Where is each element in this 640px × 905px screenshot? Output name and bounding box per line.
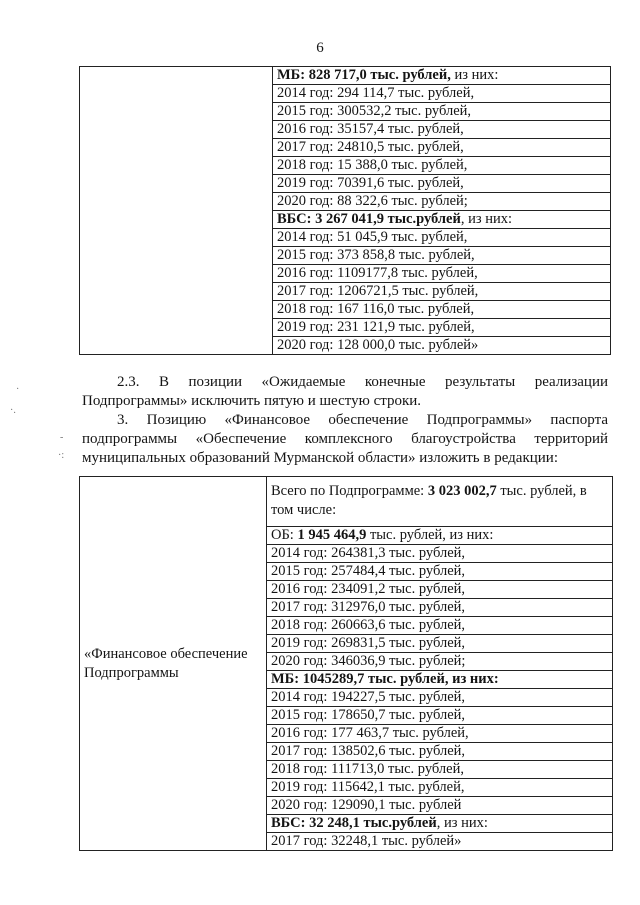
funding-row-cell (267, 815, 613, 833)
paragraph-2-3-line-1: 2.3. В позиции «Ожидаемые конечные результаты реализации (117, 374, 608, 390)
funding-row-cell (273, 175, 611, 193)
row-text: ОБ: (271, 527, 298, 543)
paragraph-2-3-line-2: Подпрограммы» исключить пятую и шестую строки. (82, 393, 422, 409)
funding-row-cell (267, 671, 613, 689)
funding-row-cell (273, 139, 611, 157)
row-text: 2017 год: 32248,1 тыс. рублей» (271, 833, 462, 849)
row-text-suffix: тыс. рублей, из них: (366, 527, 494, 543)
position-label: «Финансовое обеспечение Подпрограммы (84, 645, 248, 681)
row-bold-text: 1 945 464,9 (297, 527, 367, 543)
funding-row-cell (273, 103, 611, 121)
funding-row-cell (267, 761, 613, 779)
funding-row-cell (267, 545, 613, 563)
funding-table-bottom (79, 476, 613, 851)
funding-row-cell (273, 229, 611, 247)
row-text-suffix: , из них: (460, 211, 513, 227)
total-amount: 3 023 002,7 (427, 483, 497, 499)
funding-row-cell (267, 833, 613, 851)
funding-row-cell (273, 265, 611, 283)
row-bold-text: МБ: 828 717,0 тыс. рублей, (277, 67, 451, 83)
funding-table-top (79, 66, 611, 355)
row-text-suffix: , из них: (436, 815, 488, 831)
position-label-cell (80, 477, 267, 851)
funding-row-cell (267, 581, 613, 599)
funding-row-cell (267, 689, 613, 707)
funding-row-cell (267, 527, 613, 545)
funding-row-cell (273, 337, 611, 355)
funding-row-cell (273, 247, 611, 265)
row-text: 2016 год: 234091,2 тыс. рублей, (271, 581, 466, 597)
row-text: 2020 год: 129090,1 тыс. рублей (271, 797, 462, 813)
row-text: 2014 год: 264381,3 тыс. рублей, (271, 545, 466, 561)
funding-row-cell (267, 707, 613, 725)
funding-row-cell (273, 85, 611, 103)
funding-row-cell (273, 193, 611, 211)
row-text: 2020 год: 88 322,6 тыс. рублей; (277, 193, 468, 209)
funding-row-cell (267, 743, 613, 761)
funding-row-cell (273, 283, 611, 301)
row-text: 2020 год: 128 000,0 тыс. рублей» (277, 337, 479, 353)
funding-row-cell (273, 319, 611, 337)
row-text: 2018 год: 111713,0 тыс. рублей, (271, 761, 464, 777)
table-row (80, 477, 613, 527)
funding-row-cell (267, 617, 613, 635)
row-text: 2014 год: 51 045,9 тыс. рублей, (277, 229, 468, 245)
row-text: 2016 год: 35157,4 тыс. рублей, (277, 121, 464, 137)
row-text: 2019 год: 115642,1 тыс. рублей, (271, 779, 465, 795)
row-bold-text: ВБС: 32 248,1 тыс.рублей (271, 815, 437, 831)
row-text: 2019 год: 231 121,9 тыс. рублей, (277, 319, 475, 335)
total-text-suffix: тыс. рублей, в том числе: (271, 483, 587, 518)
funding-row-cell (267, 599, 613, 617)
row-text: 2016 год: 1109177,8 тыс. рублей, (277, 265, 478, 281)
row-text: 2015 год: 300532,2 тыс. рублей, (277, 103, 472, 119)
page-number: 6 (316, 40, 324, 56)
row-text-suffix: из них: (450, 67, 499, 83)
row-text: 2017 год: 24810,5 тыс. рублей, (277, 139, 464, 155)
total-text: Всего по Подпрограмме: (271, 483, 428, 499)
scan-speck: ·. (10, 405, 16, 416)
funding-row-cell (267, 725, 613, 743)
row-text: 2017 год: 312976,0 тыс. рублей, (271, 599, 466, 615)
funding-row-cell (273, 211, 611, 229)
funding-row-cell (267, 653, 613, 671)
scan-speck: - (60, 432, 64, 443)
funding-row-cell (273, 67, 611, 85)
funding-row-cell (273, 301, 611, 319)
funding-row-cell (273, 157, 611, 175)
row-text: 2015 год: 373 858,8 тыс. рублей, (277, 247, 475, 263)
funding-row-cell (267, 797, 613, 815)
row-text: 2019 год: 269831,5 тыс. рублей, (271, 635, 466, 651)
row-text: 2014 год: 194227,5 тыс. рублей, (271, 689, 466, 705)
total-cell (267, 477, 613, 527)
row-text: 2017 год: 138502,6 тыс. рублей, (271, 743, 466, 759)
scan-speck: ·: (58, 450, 65, 461)
row-text: 2018 год: 167 116,0 тыс. рублей, (277, 301, 475, 317)
funding-row-cell (267, 779, 613, 797)
row-bold-text: МБ: 1045289,7 тыс. рублей, из них: (271, 671, 499, 687)
row-text: 2015 год: 257484,4 тыс. рублей, (271, 563, 466, 579)
row-text: 2020 год: 346036,9 тыс. рублей; (271, 653, 466, 669)
paragraph-3-line-1: 3. Позицию «Финансовое обеспечение Подпрограммы» паспорта (117, 412, 608, 428)
row-text: 2015 год: 178650,7 тыс. рублей, (271, 707, 466, 723)
paragraph-3-line-2: подпрограммы «Обеспечение комплексного благоустройства территорий (82, 431, 608, 447)
row-text: 2018 год: 260663,6 тыс. рублей, (271, 617, 466, 633)
funding-row-cell (267, 635, 613, 653)
table-row (80, 67, 611, 85)
scan-speck: · (16, 384, 20, 395)
row-text: 2019 год: 70391,6 тыс. рублей, (277, 175, 464, 191)
funding-row-cell (273, 121, 611, 139)
row-text: 2014 год: 294 114,7 тыс. рублей, (277, 85, 475, 101)
empty-label-cell (80, 67, 273, 355)
row-text: 2016 год: 177 463,7 тыс. рублей, (271, 725, 469, 741)
row-bold-text: ВБС: 3 267 041,9 тыс.рублей (277, 211, 461, 227)
row-text: 2018 год: 15 388,0 тыс. рублей, (277, 157, 468, 173)
funding-row-cell (267, 563, 613, 581)
paragraph-3-line-3: муниципальных образований Мурманской области» изложить в редакции: (82, 450, 558, 466)
row-text: 2017 год: 1206721,5 тыс. рублей, (277, 283, 479, 299)
